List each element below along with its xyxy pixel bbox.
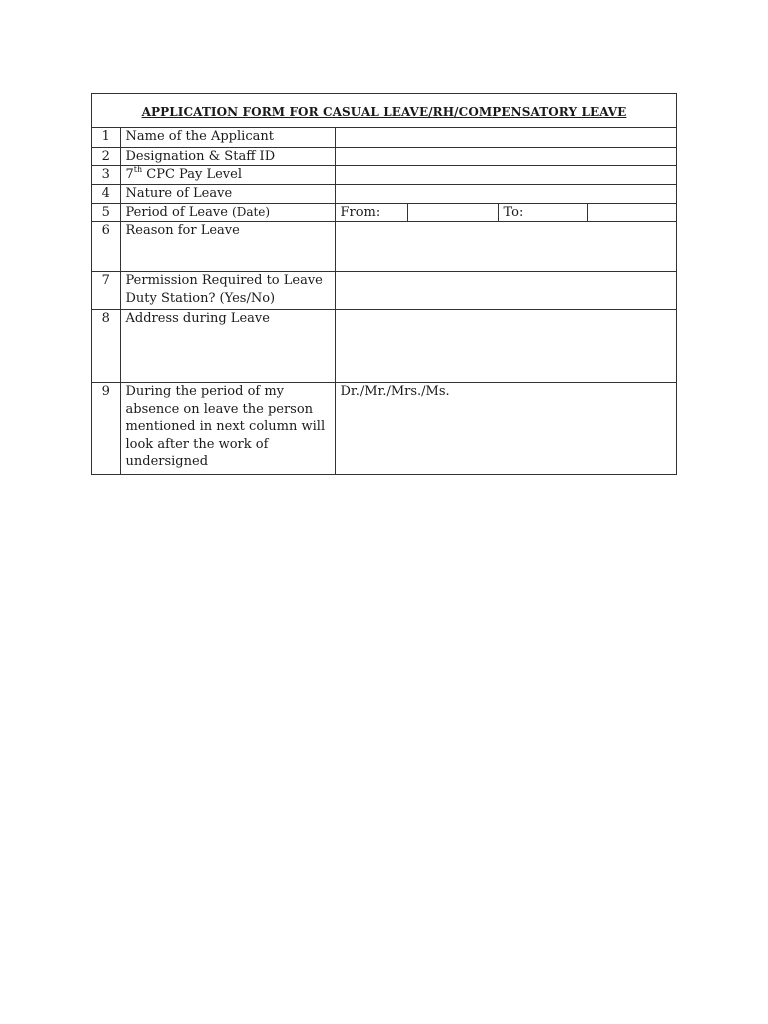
row-number: 4 xyxy=(92,184,120,203)
field-label-period-of-leave xyxy=(120,203,335,222)
row-nature-of-leave xyxy=(92,184,676,203)
field-label-pay-level xyxy=(120,166,335,185)
row-number: 2 xyxy=(92,147,120,166)
row-address xyxy=(92,310,676,383)
period-label-text: Period of Leave xyxy=(125,204,233,220)
form-table xyxy=(92,128,676,474)
field-label-applicant-name: Name of the Applicant xyxy=(120,128,335,147)
period-label-date: (Date) xyxy=(232,204,271,219)
row-pay-level xyxy=(92,166,676,185)
applicant-name-field[interactable] xyxy=(335,128,676,147)
from-date-field[interactable] xyxy=(407,203,498,222)
leave-application-form xyxy=(91,93,677,475)
field-label-substitute: During the period of my absence on leave the person mentioned in next column will look after the work of undersigned xyxy=(120,383,335,474)
form-title-row xyxy=(92,94,676,128)
substitute-field[interactable]: Dr./Mr./Mrs./Ms. xyxy=(335,383,676,474)
field-label-reason: Reason for Leave xyxy=(120,222,335,272)
to-date-field[interactable] xyxy=(587,203,676,222)
row-number: 5 xyxy=(92,203,120,222)
row-period-of-leave xyxy=(92,203,676,222)
reason-field[interactable] xyxy=(335,222,676,272)
row-substitute xyxy=(92,383,676,474)
form-title: APPLICATION FORM FOR CASUAL LEAVE/RH/COMPENSATORY LEAVE xyxy=(141,104,627,119)
to-label: To: xyxy=(498,203,587,222)
field-label-nature-of-leave: Nature of Leave xyxy=(120,184,335,203)
address-field[interactable] xyxy=(335,310,676,383)
field-label-address: Address during Leave xyxy=(120,310,335,383)
row-reason xyxy=(92,222,676,272)
pay-level-label-pre: 7 xyxy=(125,167,134,182)
pay-level-field[interactable] xyxy=(335,166,676,185)
row-number: 1 xyxy=(92,128,120,147)
permission-field[interactable] xyxy=(335,272,676,310)
pay-level-label-sup: th xyxy=(133,165,143,174)
row-designation xyxy=(92,147,676,166)
nature-of-leave-field[interactable] xyxy=(335,184,676,203)
row-number: 6 xyxy=(92,222,120,272)
row-number: 9 xyxy=(92,383,120,474)
row-permission xyxy=(92,272,676,310)
row-applicant-name xyxy=(92,128,676,147)
field-label-designation: Designation & Staff ID xyxy=(120,147,335,166)
pay-level-label-post: CPC Pay Level xyxy=(142,167,242,182)
designation-field[interactable] xyxy=(335,147,676,166)
row-number: 7 xyxy=(92,272,120,310)
field-label-permission: Permission Required to Leave Duty Station? (Yes/No) xyxy=(120,272,335,310)
from-label: From: xyxy=(335,203,407,222)
row-number: 3 xyxy=(92,166,120,185)
row-number: 8 xyxy=(92,310,120,383)
